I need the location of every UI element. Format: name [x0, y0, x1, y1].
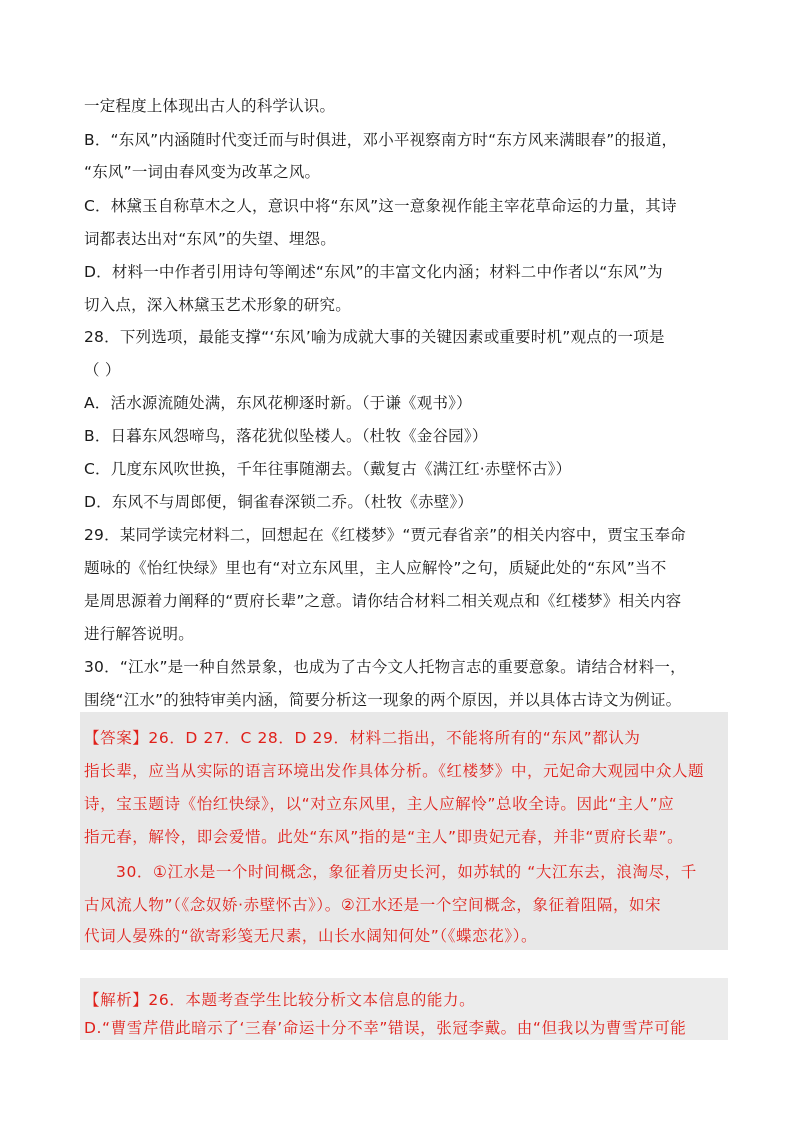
text-line: 进行解答说明。: [84, 625, 194, 643]
analysis-line: D.“曹雪芹借此暗示了‘三春’命运十分不幸”错误，张冠李戴。由“但我以为曹雪芹可能: [84, 1019, 687, 1037]
text-line: “东风”一词由春风变为改革之风。: [84, 163, 321, 181]
answer-line: 指元春，解怜，即会爱惜。此处“东风”指的是“主人”即贵妃元春，并非“贾府长辈”。: [84, 828, 684, 846]
answer-30-line: 30．①江水是一个时间概念，象征着历史长河，如苏轼的 “大江东去，浪淘尽，千: [116, 863, 697, 881]
text-line: 围绕“江水”的独特审美内涵，简要分析这一现象的两个原因，并以具体古诗文为例证。: [84, 691, 682, 709]
question-28-line: 28．下列选项，最能支撑“‘东风’喻为成就大事的关键因素或重要时机”观点的一项是: [84, 328, 665, 346]
question-29-line: 29．某同学读完材料二，回想起在《红楼梦》“贾元春省亲”的相关内容中，贾宝玉奉命: [84, 526, 686, 544]
answer-header-line: 【答案】26．D 27．C 28．D 29．材料二指出，不能将所有的“东风”都认为: [84, 729, 641, 747]
option-b-line: B．日暮东风怨啼鸟，落花犹似坠楼人。（杜牧《金谷园》）: [84, 427, 488, 445]
option-d-line: D．材料一中作者引用诗句等阐述“东风”的丰富文化内涵；材料二中作者以“东风”为: [84, 263, 663, 281]
question-30-line: 30．“江水”是一种自然景象，也成为了古今文人托物言志的重要意象。请结合材料一，: [84, 658, 686, 676]
answer-line: 指长辈，应当从实际的语言环境出发作具体分析。《红楼梦》中，元妃命大观园中众人题: [84, 762, 705, 780]
option-b-line: B．“东风”内涵随时代变迁而与时俱进，邓小平视察南方时“东方风来满眼春”的报道，: [84, 131, 678, 149]
answer-blank: （ ）: [84, 361, 121, 379]
text-line: 一定程度上体现出古人的科学认识。: [84, 97, 336, 115]
option-d-line: D．东风不与周郎便，铜雀春深锁二乔。（杜牧《赤壁》）: [84, 493, 474, 511]
text-line: 题咏的《怡红快绿》里也有“对立东风里，主人应解怜”之句，质疑此处的“东风”当不: [84, 559, 667, 577]
option-a-line: A．活水源流随处满，东风花柳逐时新。（于谦《观书》）: [84, 394, 472, 412]
text-line: 词都表达出对“东风”的失望、埋怨。: [84, 230, 336, 248]
text-line: 是周思源着力阐释的“贾府长辈”之意。请你结合材料二相关观点和《红楼梦》相关内容: [84, 592, 682, 610]
answer-line: 古风流人物”（《念奴娇·赤壁怀古》）。②江水还是一个空间概念，象征着阻隔，如宋: [84, 896, 662, 914]
text-line: 切入点，深入林黛玉艺术形象的研究。: [84, 296, 351, 314]
analysis-header-line: 【解析】26．本题考查学生比较分析文本信息的能力。: [84, 991, 476, 1009]
option-c-line: C．几度东风吹世换，千年往事随潮去。（戴复古《满江红·赤壁怀古》）: [84, 460, 572, 478]
option-c-line: C．林黛玉自称草木之人，意识中将“东风”这一意象视作能主宰花草命运的力量，其诗: [84, 197, 677, 215]
answer-line: 代词人晏殊的“欲寄彩笺无尺素，山长水阔知何处”（《蝶恋花》）。: [84, 927, 538, 945]
answer-line: 诗，宝玉题诗《怡红快绿》，以“对立东风里，主人应解怜”总收全诗。因此“主人”应: [84, 795, 675, 813]
